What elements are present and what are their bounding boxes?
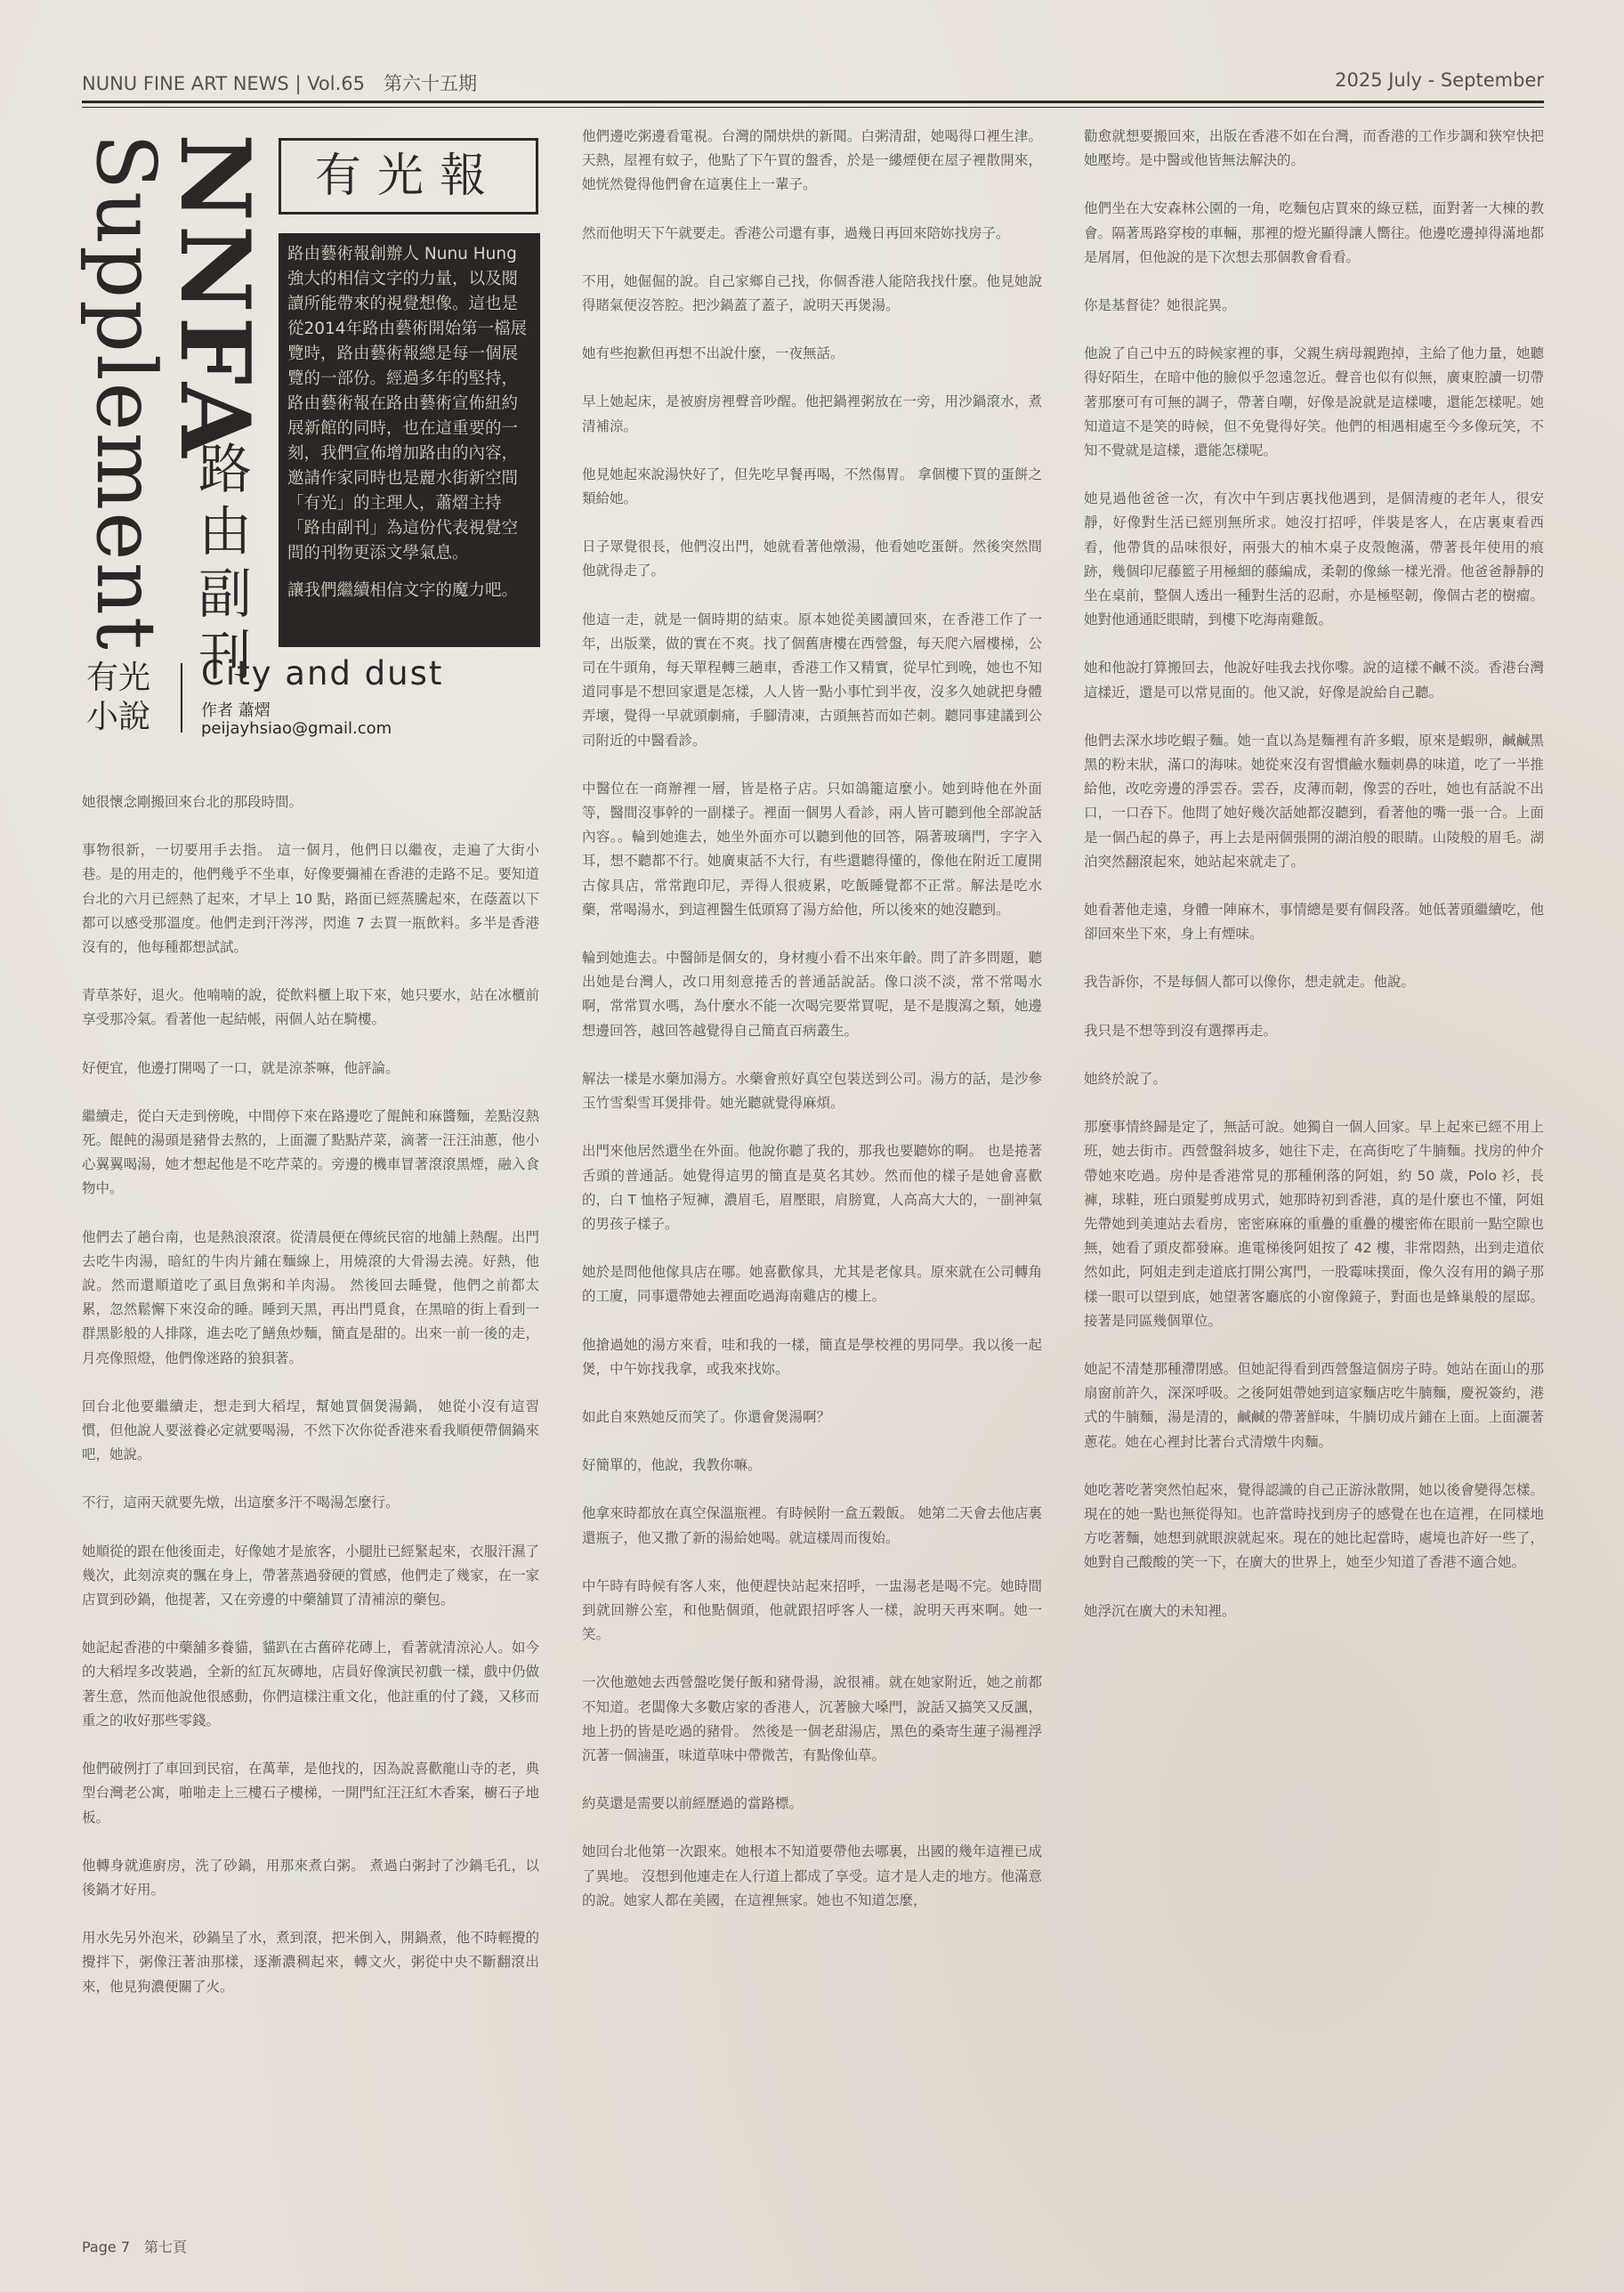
story-paragraph: 好便宜，他邊打開喝了一口，就是涼茶嘛，他評論。 (82, 1059, 400, 1076)
story-paragraph: 日子眾覺很長，他們沒出門，她就看著他燉湯，他看她吃蛋餅。然後突然間他就得走了。 (582, 539, 1042, 579)
story-paragraph: 她於是問他他傢具店在哪。她喜歡傢具，尤其是老傢具。原來就在公司轉角的工廈，同事還帶她去裡面吃過海南雞店的樓上。 (582, 1264, 1042, 1305)
header-rule-thin (82, 107, 1544, 108)
story-paragraph: 我告訴你，不是每個人都可以像你，想走就走。他說。 (1084, 974, 1416, 991)
story-paragraph: 他們邊吃粥邊看電視。台灣的鬧烘烘的新聞。白粥清甜，她喝得口裡生津。天熱，屋裡有蚊子，他點了下午買的盤香，於是一縷煙便在屋子裡散開來，她恍然覺得他們會在這裏住上一輩子。 (582, 128, 1042, 193)
story-paragraph: 一次他邀她去西營盤吃煲仔飯和豬骨湯，說很補。就在她家附近，她之前都不知道。老闆像大多數店家的香港人，沉著臉大嗓門，說話又搞笑又反諷，地上扔的皆是吃過的豬骨。 然後是一個老甜湯店，黑色的桑寄生蓮子湯裡浮沉著一個滷蛋，味道草味中帶微苦，有點像仙草。 (582, 1674, 1042, 1763)
series-label (86, 659, 166, 737)
story-paragraph: 她記起香港的中藥舖多養貓，貓趴在古舊碎花磚上，看著就清涼沁人。如今的大稻埕多改裝過，全新的紅瓦灰磚地，店員好像演民初戲一樣，戲中仍做著生意，然而他說他很感動，你們這樣注重文化，他註重的付了錢，又移而重之的收好那些零錢。 (82, 1640, 539, 1729)
story-paragraph: 早上她起床，是被廚房裡聲音吵醒。他把鍋裡粥放在一旁，用沙鍋滾水，煮清補涼。 (582, 393, 1042, 434)
story-paragraph: 她看著他走遠，身體一陣麻木，事情總是要有個段落。她低著頭繼續吃，他卻回來坐下來，身上有煙味。 (1084, 902, 1544, 943)
story-paragraph: 她見過他爸爸一次，有次中午到店裏找他遇到，是個清瘦的老年人，很安靜，好像對生活已經別無所求。她沒打招呼，伴裝是客人，在店裏東看西看，他帶貨的品味很好，兩張大的柚木桌子皮殼飽滿，帶著長年使用的痕跡，幾個印尼藤籃子用極細的藤編成，柔韌的像絲一樣光滑。他爸爸靜靜的坐在桌前，整個人透出一種對生活的忍耐，亦是極堅韌，像個古老的樹瘤。她對他通通眨眼睛，到樓下吃海南雞飯。 (1084, 490, 1544, 628)
story-paragraph: 那麼事情終歸是定了，無話可說。她獨自一個人回家。早上起來已經不用上班，她去街市。西營盤斜坡多，她往下走，在高街吃了牛腩麵。找房的仲介帶她來吃過。房仲是香港常見的那種俐落的阿姐，約 50 歲，Polo 衫，長褲，球鞋，班白頭髮剪成男式，她那時初到香港，真的是什麼也不懂，阿姐先帶她到美連站去看房，密密麻麻的重疊的重疊的樓密佈在眼前一點空隙也無，她看了頭皮都發麻。進電梯後阿姐按了 42 樓，非常悶熱，出到走道依然如此，阿姐走到走道底打開公寓門，一股霉味撲面，像久沒有用的鍋子那樣一眼可以望到底，她望著客廳底的小窗像鏡子，對面也是蜂巢般的屋邸。接著是同區幾個單位。 (1084, 1119, 1544, 1329)
series-label-line1: 有光 (86, 660, 151, 696)
story-paragraph: 用水先另外泡米，砂鍋呈了水，煮到滾，把米倒入，開鍋煮，他不時輕攪的攪拌下，粥像汪著油那樣，逐漸濃稠起來，轉文火，粥從中央不斷翻滾出來，他見狗濃便關了火。 (82, 1930, 539, 1995)
story-paragraph: 她終於說了。 (1084, 1070, 1168, 1087)
story-paragraph: 出門來他居然還坐在外面。他說你聽了我的，那我也要聽妳的啊。 也是捲著舌頭的普通話。她覺得這男的簡直是莫名其妙。然而他的樣子是她會喜歡的，白 T 恤格子短褲，濃眉毛，眉壓眼，肩膀寬，人高高大大的，一副神氣的男孩子樣子。 (582, 1143, 1042, 1232)
publication-name: NUNU FINE ART NEWS | Vol.65 第六十五期 (82, 73, 478, 94)
story-paragraph: 好簡單的，他說，我教你嘛。 (582, 1457, 762, 1474)
story-paragraph: 她和他說打算搬回去，他說好哇我去找你嚟。說的這樣不鹹不淡。香港台灣這樣近，還是可以常見面的。他又說，好像是說給自己聽。 (1084, 660, 1544, 701)
story-paragraph: 勸愈就想要搬回來，出版在香港不如在台灣，而香港的工作步調和狹窄快把她壓垮。是中醫或他皆無法解決的。 (1084, 128, 1544, 169)
story-paragraph: 她有些抱歉但再想不出說什麼，一夜無話。 (582, 345, 844, 362)
story-paragraph: 她回台北他第一次跟來。她根本不知道要帶他去哪裏，出國的幾年這裡已成了異地。 沒想到他連走在人行道上都成了享受。這才是人走的地方。他滿意的說。她家人都在美國，在這裡無家。她也不知道怎麼， (582, 1843, 1042, 1908)
text-column-2 (582, 125, 1042, 1937)
story-paragraph: 青草茶好，退火。他喃喃的說，從飲料櫃上取下來，她只要水，站在冰櫃前享受那冷氣。看著他一起結帳，兩個人站在騎樓。 (82, 987, 539, 1028)
story-paragraph: 繼續走，從白天走到傍晚，中間停下來在路邊吃了餛飩和麻醬麵，差點沒熱死。餛飩的湯頭是豬骨去熬的，上面灑了點點芹菜，滴著一汪汪油蔥，他小心翼翼喝湯，她才想起他是不吃芹菜的。旁邊的機車冒著滾滾黑煙，融入食物中。 (82, 1107, 539, 1197)
story-paragraph: 他們破例打了車回到民宿，在萬華，是他找的，因為說喜歡龍山寺的老，典型台灣老公寓，啪啪走上三樓石子樓梯，一開門紅汪汪紅木香案，櫥石子地板。 (82, 1761, 539, 1826)
title-supplement: Supplement (78, 134, 174, 652)
title-nnfa: NNFA (158, 134, 271, 461)
story-paragraph: 她浮沉在廣大的未知裡。 (1084, 1602, 1236, 1619)
author-byline: 作者 蕭熠 (201, 701, 271, 720)
story-paragraph: 不用，她倔倔的說。自己家鄉自己找，你個香港人能陪我找什麼。他見她說得賭氣便沒答腔。把沙鍋蓋了蓋子，說明天再煲湯。 (582, 272, 1042, 314)
masthead-box: 有光報 (279, 138, 538, 215)
story-paragraph: 不行，這兩天就要先燉，出這麼多汗不喝湯怎麼行。 (82, 1494, 400, 1511)
story-title: City and dust (201, 654, 444, 692)
story-paragraph: 你是基督徒？她很詫異。 (1084, 297, 1236, 314)
story-paragraph: 中午時有時候有客人來，他便趕快站起來招呼，一盅湯老是喝不完。她時間到就回辦公室，和他點個頭，他就跟招呼客人一樣，說明天再來啊。她一笑。 (582, 1577, 1042, 1643)
story-paragraph: 如此自來熟她反而笑了。你還會煲湯啊？ (582, 1408, 831, 1425)
story-paragraph: 他見她起來說湯快好了，但先吃早餐再喝，不然傷胃。 拿個樓下買的蛋餅之類給她。 (582, 466, 1042, 507)
title-divider (181, 663, 182, 733)
intro-paragraph: 路由藝術報創辦人 Nunu Hung 強大的相信文字的力量，以及閱讀所能帶來的視覺想像。這也是從2014年路由藝術開始第一檔展覽時，路由藝術報總是每一個展覽的一部份。經過多年的堅持，路由藝術報在路由藝術宣佈紐約展新館的同時，也在這重要的一刻，我們宣佈增加路由的內容，邀請作家同時也是麗水街新空間「有光」的主理人，蕭熠主持「路由副刊」為這份代表視覺空間的刊物更添文學氣息。 (287, 245, 528, 563)
story-paragraph: 他這一走，就是一個時期的結束。原本她從美國讀回來，在香港工作了一年，出版業，做的實在不爽。找了個舊唐樓在西營盤，每天爬六層樓梯，公司在牛頭角，每天單程轉三趟車，香港工作又精實，從早忙到晚，她也不知道同事是不想回家還是怎樣，人人皆一點小事忙到半夜，沒多久她就把身體弄壞，覺得一早就頭劇痛，手腳清凍，古頭無苔而如芒刺。聽同事建議到公司附近的中醫看診。 (582, 611, 1042, 749)
story-paragraph: 他轉身就進廚房，洗了砂鍋，用那來煮白粥。 煮過白粥封了沙鍋毛孔，以後鍋才好用。 (82, 1857, 539, 1898)
author-email: peijayhsiao@gmail.com (201, 719, 392, 738)
text-column-1 (82, 790, 539, 2023)
page-header (82, 69, 1544, 96)
story-paragraph: 他搶過她的湯方來看，哇和我的一樣，簡直是學校裡的男同學。我以後一起煲，中午妳找我拿，或我來找妳。 (582, 1336, 1042, 1377)
story-paragraph: 他拿來時都放在真空保溫瓶裡。有時候附一盒五穀飯。 她第二天會去他店裏還瓶子，他又撒了新的湯給她喝。就這樣周而復始。 (582, 1505, 1042, 1546)
story-paragraph: 她順從的跟在他後面走，好像她才是旅客，小腿肚已經緊起來，衣服汗濕了幾次，此刻涼爽的飄在身上，帶著蒸過發硬的質感，他們走了幾家，在一家店買到砂鍋，他提著，又在旁邊的中藥舖買了清補涼的藥包。 (82, 1543, 539, 1608)
series-label-line2: 小說 (86, 699, 151, 735)
title-chinese: 路由副刊 (190, 441, 252, 690)
story-paragraph: 輪到她進去。中醫師是個女的，身材瘦小看不出來年齡。問了許多問題，聽出她是台灣人，改口用刻意捲舌的普通話說話。像口淡不淡，常不常喝水啊，常常買水嗎，為什麼水不能一次喝完要常買呢，是不是腹瀉之類，她邊想邊回答，越回答越覺得自己簡直百病叢生。 (582, 950, 1042, 1039)
story-paragraph: 她很懷念剛搬回來台北的那段時間。 (82, 794, 303, 810)
story-paragraph: 回台北他要繼續走，想走到大稻埕，幫她買個煲湯鍋， 她從小沒有這習慣，但他說人要滋養必定就要喝湯，不然下次你從香港來看我順便帶個鍋來吧，她說。 (82, 1397, 539, 1463)
story-paragraph: 中醫位在一商辦裡一層，皆是格子店。只如鴿籠這麼小。她到時他在外面等，醫間沒事幹的一副樣子。裡面一個男人看診，兩人皆可聽到他全部說話內容。。輪到她進去，她坐外面亦可以聽到他的回答，隔著玻璃門，字字入耳，想不聽都不行。她廣東話不大行，有些還聽得懂的，像他在附近工廈開古傢具店，常常跑印尼，弄得人很疲累，吃飯睡覺都不正常。解法是吃水藥，常喝湯水，到這裡醫生低頭寫了湯方給他，所以後來的她沒聽到。 (582, 780, 1042, 918)
story-paragraph: 他們去深水埗吃蝦子麵。她一直以為是麵裡有許多蝦，原來是蝦卵，鹹鹹黑黑的粉末狀，滿口的海味。她從來沒有習慣鹼水麵刺鼻的味道，吃了一半推給他，改吃旁邊的淨雲吞。雲吞，皮薄而韌，像雲的吞吐，她也有話說不出口，一口吞下。他問了她好幾次話她都沒聽到，看著他的嘴一張一合。上面是一個凸起的鼻子，再上去是兩個張開的湖泊般的眼睛。山陵般的眉毛。湖泊突然翻滾起來，她站起來就走了。 (1084, 732, 1544, 870)
page-number: Page 7 第七頁 (82, 2239, 188, 2256)
text-column-3 (1084, 125, 1544, 1648)
story-paragraph: 然而他明天下午就要走。香港公司還有事，過幾日再回來陪妳找房子。 (582, 224, 1010, 241)
story-paragraph: 解法一樣是水藥加湯方。水藥會煎好真空包裝送到公司。湯方的話，是沙參玉竹雪梨雪耳煲排骨。她光聽就覺得麻煩。 (582, 1070, 1042, 1112)
story-paragraph: 約莫還是需要以前經歷過的當路標。 (582, 1795, 804, 1812)
story-paragraph: 他說了自己中五的時候家裡的事，父親生病母親跑掉，主給了他力量，她聽得好陌生，在暗中他的臉似乎忽遠忽近。聲音也似有似無，廣東腔讀一切帶著那麼可有可無的調子，帶著自嘲，好像是說就是這樣嘍，還能怎樣呢。她知道這不是笑的時候，但不免覺得好笑。他們的相遇相處至今多像玩笑，不知不覺就是這樣，還能怎樣呢。 (1084, 345, 1544, 459)
story-paragraph: 我只是不想等到沒有選擇再走。 (1084, 1022, 1278, 1039)
intro-box (279, 233, 540, 647)
story-paragraph: 她吃著吃著突然怕起來，覺得認識的自己正游泳散開，她以後會變得怎樣。現在的她一點也無從得知。也許當時找到房子的感覺在也在這裡，在同樣地方吃著麵，她想到就眼淚就起來。現在的她比起當時，處境也許好一些了，她對自己酸酸的笑一下，在廣大的世界上，她至少知道了香港不適合她。 (1084, 1481, 1544, 1571)
story-paragraph: 他們坐在大安森林公園的一角，吃麵包店買來的綠豆糕，面對著一大棟的教會。隔著馬路穿梭的車輛，那裡的燈光顯得讓人嚮往。他邊吃邊掉得滿地都是屑屑，但他說的是下次想去那個教會看看。 (1084, 200, 1544, 265)
header-rule-thick (82, 101, 1544, 103)
story-paragraph: 他們去了趟台南，也是熱浪滾滾。從清晨便在傳統民宿的地舖上熱醒。出門去吃牛肉湯，暗紅的牛肉片鋪在麵線上，用燒滾的大骨湯去澆。好熱，他說。然而還順道吃了虱目魚粥和羊肉湯。 然後回去睡覺，他們之前都太累，忽然鬆懈下來沒命的睡。睡到天黑，再出門覓食，在黑暗的街上看到一群黑影般的人排隊，進去吃了鱔魚炒麵，簡直是甜的。出來一前一後的走，月亮像照燈，他們像迷路的狼狽著。 (82, 1228, 539, 1366)
issue-date: 2025 July - September (1335, 69, 1544, 91)
story-paragraph: 她記不清楚那種滯閉感。但她記得看到西營盤這個房子時。她站在面山的那扇窗前許久，深深呼吸。之後阿姐帶她到這家麵店吃牛腩麵，慶祝簽約，港式的牛腩麵，湯是清的，鹹鹹的帶著鮮味，牛腩切成片鋪在上面。上面灑著蔥花。她在心裡封比著台式清燉牛肉麵。 (1084, 1360, 1544, 1450)
intro-closing: 讓我們繼續相信文字的魔力吧。 (287, 581, 519, 600)
story-paragraph: 事物很新，一切要用手去指。 這一個月，他們日以繼夜，走遍了大街小巷。是的用走的，他們幾乎不坐車，好像要彌補在香港的走路不足。要知道台北的六月已經熱了起來，才早上 10 點，路面已經蒸騰起來，在蔭蓋以下都可以感受那溫度。他們走到汗涔涔，閃進 7 去買一瓶飲料。多半是香港沒有的，他每種都想試試。 (82, 842, 539, 956)
